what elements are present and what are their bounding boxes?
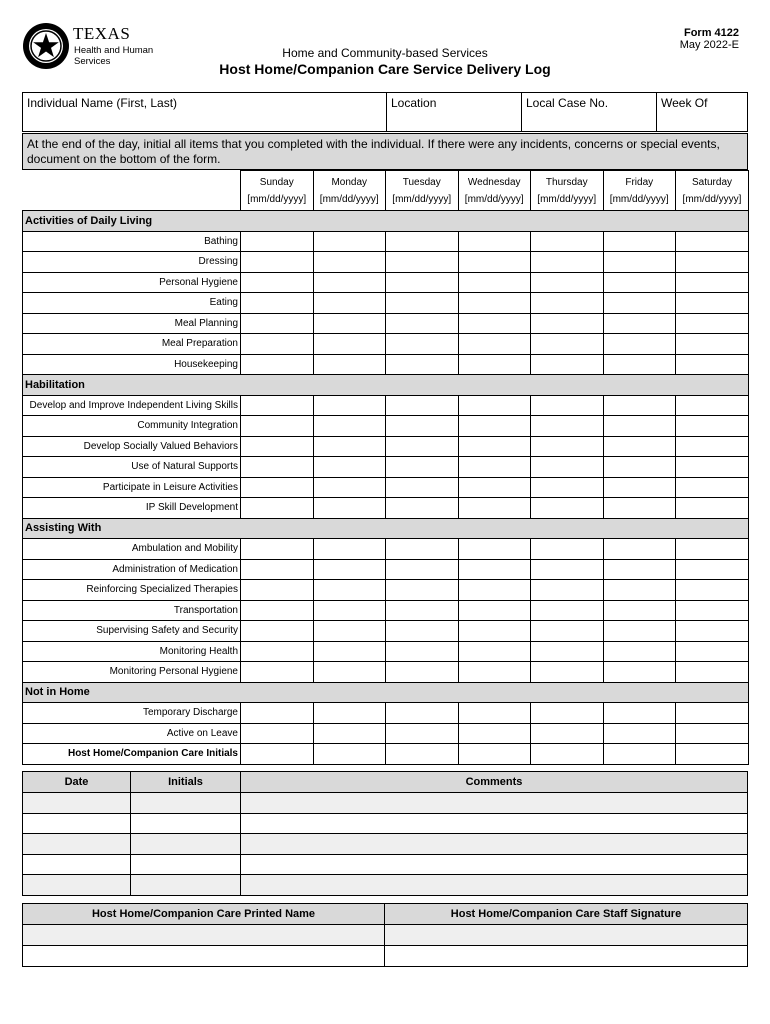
- initial-cell[interactable]: [313, 231, 386, 252]
- signature-header: Host Home/Companion Care Staff Signature: [385, 904, 748, 925]
- day-header-monday: [313, 171, 386, 211]
- initial-cell[interactable]: [531, 723, 604, 744]
- initial-cell[interactable]: [676, 354, 749, 375]
- initial-cell[interactable]: [241, 600, 314, 621]
- initial-cell[interactable]: [241, 354, 314, 375]
- initial-cell[interactable]: [241, 416, 314, 437]
- comment-text-cell[interactable]: [241, 875, 748, 896]
- initial-cell[interactable]: [458, 559, 531, 580]
- initial-cell[interactable]: [386, 457, 459, 478]
- date-format-hint[interactable]: [mm/dd/yyyy]: [247, 193, 307, 205]
- initial-cell[interactable]: [313, 272, 386, 293]
- initial-cell[interactable]: [386, 723, 459, 744]
- local-case-no-field[interactable]: Local Case No.: [522, 93, 657, 131]
- initial-cell[interactable]: [603, 621, 676, 642]
- initial-cell[interactable]: [603, 395, 676, 416]
- comments-table: [22, 771, 748, 896]
- initial-cell[interactable]: [603, 231, 676, 252]
- initial-cell[interactable]: [313, 313, 386, 334]
- initial-cell[interactable]: [531, 416, 604, 437]
- initial-cell[interactable]: [386, 600, 459, 621]
- signature-cell[interactable]: [385, 925, 748, 946]
- initial-cell[interactable]: [313, 559, 386, 580]
- initial-cell[interactable]: [241, 723, 314, 744]
- activity-row: [23, 272, 749, 293]
- service-log-table: [22, 170, 749, 765]
- initial-cell[interactable]: [531, 252, 604, 273]
- initial-cell[interactable]: [531, 703, 604, 724]
- initial-cell[interactable]: [313, 252, 386, 273]
- comment-text-cell[interactable]: [241, 793, 748, 814]
- activity-label: Active on Leave: [23, 723, 241, 744]
- initial-cell[interactable]: [531, 621, 604, 642]
- initial-cell[interactable]: [386, 641, 459, 662]
- section-header-row: [23, 518, 749, 539]
- initial-cell[interactable]: [386, 703, 459, 724]
- initial-cell[interactable]: [241, 293, 314, 314]
- initial-cell[interactable]: [603, 662, 676, 683]
- activity-row: [23, 662, 749, 683]
- initial-cell[interactable]: [676, 477, 749, 498]
- day-name: Wednesday: [467, 176, 521, 188]
- initial-cell[interactable]: [603, 313, 676, 334]
- initial-cell[interactable]: [676, 539, 749, 560]
- day-header-wednesday: [458, 171, 531, 211]
- initial-cell[interactable]: [458, 498, 531, 519]
- initials-cell[interactable]: [241, 744, 314, 765]
- activity-row: [23, 539, 749, 560]
- initial-cell[interactable]: [676, 703, 749, 724]
- week-of-field[interactable]: Week Of: [661, 96, 708, 110]
- activity-label: IP Skill Development: [23, 498, 241, 519]
- activity-row: [23, 477, 749, 498]
- initial-cell[interactable]: [313, 395, 386, 416]
- activity-row: [23, 641, 749, 662]
- comment-date-cell[interactable]: [23, 813, 131, 834]
- initial-cell[interactable]: [603, 252, 676, 273]
- date-format-hint[interactable]: [mm/dd/yyyy]: [464, 193, 524, 205]
- initial-cell[interactable]: [676, 580, 749, 601]
- initial-cell[interactable]: [531, 293, 604, 314]
- initial-cell[interactable]: [241, 395, 314, 416]
- initial-cell[interactable]: [313, 621, 386, 642]
- activity-label: Community Integration: [23, 416, 241, 437]
- initial-cell[interactable]: [603, 416, 676, 437]
- initial-cell[interactable]: [241, 477, 314, 498]
- activity-row: [23, 723, 749, 744]
- initials-cell[interactable]: [313, 744, 386, 765]
- initial-cell[interactable]: [313, 723, 386, 744]
- comment-row: [23, 834, 748, 855]
- section-title: Habilitation: [23, 375, 749, 396]
- initial-cell[interactable]: [386, 477, 459, 498]
- initial-cell[interactable]: [386, 231, 459, 252]
- initial-cell[interactable]: [241, 539, 314, 560]
- activity-label: Temporary Discharge: [23, 703, 241, 724]
- initial-cell[interactable]: [676, 416, 749, 437]
- day-name: Thursday: [545, 176, 588, 188]
- initial-cell[interactable]: [603, 457, 676, 478]
- initial-cell[interactable]: [386, 539, 459, 560]
- initial-cell[interactable]: [313, 662, 386, 683]
- initial-cell[interactable]: [531, 272, 604, 293]
- initial-cell[interactable]: [386, 621, 459, 642]
- activity-label: Supervising Safety and Security: [23, 621, 241, 642]
- location-field[interactable]: Location: [387, 93, 522, 131]
- activity-label: Administration of Medication: [23, 559, 241, 580]
- initial-cell[interactable]: [531, 498, 604, 519]
- initial-cell[interactable]: [458, 252, 531, 273]
- initial-cell[interactable]: [676, 293, 749, 314]
- initial-cell[interactable]: [313, 600, 386, 621]
- initial-cell[interactable]: [386, 293, 459, 314]
- initial-cell[interactable]: [386, 580, 459, 601]
- initial-cell[interactable]: [313, 580, 386, 601]
- date-format-hint[interactable]: [mm/dd/yyyy]: [392, 193, 452, 205]
- initial-cell[interactable]: [458, 662, 531, 683]
- initial-cell[interactable]: [676, 662, 749, 683]
- initial-cell[interactable]: [603, 703, 676, 724]
- initial-cell[interactable]: [603, 354, 676, 375]
- day-name: Sunday: [259, 176, 294, 188]
- initial-cell[interactable]: [386, 252, 459, 273]
- comment-date-cell[interactable]: [23, 793, 131, 814]
- initial-cell[interactable]: [386, 272, 459, 293]
- initial-cell[interactable]: [241, 703, 314, 724]
- initial-cell[interactable]: [313, 539, 386, 560]
- initial-cell[interactable]: [531, 477, 604, 498]
- initials-cell[interactable]: [531, 744, 604, 765]
- initial-cell[interactable]: [241, 457, 314, 478]
- activity-label: Use of Natural Supports: [23, 457, 241, 478]
- activity-row: [23, 252, 749, 273]
- activity-row: [23, 313, 749, 334]
- initial-cell[interactable]: [603, 334, 676, 355]
- initial-cell[interactable]: [458, 703, 531, 724]
- initial-cell[interactable]: [676, 559, 749, 580]
- initial-cell[interactable]: [531, 662, 604, 683]
- day-header-sunday: [241, 171, 314, 211]
- date-format-hint[interactable]: [mm/dd/yyyy]: [319, 193, 379, 205]
- initial-cell[interactable]: [603, 293, 676, 314]
- activity-row: [23, 498, 749, 519]
- initial-cell[interactable]: [241, 559, 314, 580]
- initial-cell[interactable]: [676, 334, 749, 355]
- comment-initials-cell[interactable]: [131, 854, 241, 875]
- activity-label: Develop Socially Valued Behaviors: [23, 436, 241, 457]
- initial-cell[interactable]: [458, 580, 531, 601]
- activity-row: [23, 436, 749, 457]
- activity-label: Personal Hygiene: [23, 272, 241, 293]
- date-format-hint[interactable]: [mm/dd/yyyy]: [537, 193, 597, 205]
- day-header-thursday: [531, 171, 604, 211]
- initial-cell[interactable]: [241, 498, 314, 519]
- initial-cell[interactable]: [241, 436, 314, 457]
- initial-cell[interactable]: [458, 313, 531, 334]
- initial-cell[interactable]: [241, 231, 314, 252]
- activity-label: Eating: [23, 293, 241, 314]
- comment-row: [23, 793, 748, 814]
- day-header-friday: [603, 171, 676, 211]
- activity-label: Transportation: [23, 600, 241, 621]
- activity-label: Meal Planning: [23, 313, 241, 334]
- initial-cell[interactable]: [676, 723, 749, 744]
- initial-cell[interactable]: [241, 580, 314, 601]
- initial-cell[interactable]: [386, 313, 459, 334]
- initial-cell[interactable]: [458, 416, 531, 437]
- signature-table: [22, 903, 748, 967]
- logo-line-2: Health and Human: [74, 45, 154, 56]
- comment-initials-cell[interactable]: [131, 813, 241, 834]
- section-title: Activities of Daily Living: [23, 211, 749, 232]
- initial-cell[interactable]: [603, 580, 676, 601]
- initial-cell[interactable]: [676, 498, 749, 519]
- activity-row: [23, 559, 749, 580]
- initial-cell[interactable]: [458, 354, 531, 375]
- day-header-saturday: [676, 171, 749, 211]
- initial-cell[interactable]: [676, 641, 749, 662]
- instructions: At the end of the day, initial all items that you completed with the individual. If there were any incidents, concerns or special events, document on the bottom of the form.: [22, 133, 748, 170]
- initial-cell[interactable]: [241, 252, 314, 273]
- initial-cell[interactable]: [241, 641, 314, 662]
- signature-row: [23, 946, 748, 967]
- initial-cell[interactable]: [386, 354, 459, 375]
- date-format-hint[interactable]: [mm/dd/yyyy]: [682, 193, 742, 205]
- comment-text-cell[interactable]: [241, 854, 748, 875]
- signature-cell[interactable]: [385, 946, 748, 967]
- initial-cell[interactable]: [676, 600, 749, 621]
- initial-cell[interactable]: [313, 703, 386, 724]
- initial-cell[interactable]: [458, 334, 531, 355]
- form-date: May 2022-E: [679, 39, 739, 51]
- section-header-row: [23, 211, 749, 232]
- initial-cell[interactable]: [458, 723, 531, 744]
- initial-cell[interactable]: [603, 641, 676, 662]
- comments-date-header: Date: [23, 772, 131, 793]
- initial-cell[interactable]: [458, 641, 531, 662]
- activity-label: Monitoring Health: [23, 641, 241, 662]
- comment-initials-cell[interactable]: [131, 834, 241, 855]
- initial-cell[interactable]: [603, 498, 676, 519]
- activity-row: [23, 457, 749, 478]
- initial-cell[interactable]: [531, 580, 604, 601]
- activity-label: Monitoring Personal Hygiene: [23, 662, 241, 683]
- initial-cell[interactable]: [458, 395, 531, 416]
- comment-date-cell[interactable]: [23, 854, 131, 875]
- initial-cell[interactable]: [603, 539, 676, 560]
- initial-cell[interactable]: [458, 436, 531, 457]
- initial-cell[interactable]: [313, 293, 386, 314]
- section-header-row: [23, 682, 749, 703]
- initial-cell[interactable]: [241, 621, 314, 642]
- initial-cell[interactable]: [603, 272, 676, 293]
- comment-date-cell[interactable]: [23, 834, 131, 855]
- initial-cell[interactable]: [531, 354, 604, 375]
- initial-cell[interactable]: [313, 416, 386, 437]
- logo-line-3: Services: [74, 56, 111, 67]
- activity-label: Meal Preparation: [23, 334, 241, 355]
- comments-initials-header: Initials: [131, 772, 241, 793]
- initial-cell[interactable]: [603, 436, 676, 457]
- initial-cell[interactable]: [313, 334, 386, 355]
- initial-cell[interactable]: [386, 395, 459, 416]
- activity-label: Participate in Leisure Activities: [23, 477, 241, 498]
- subtitle: Home and Community-based Services: [282, 46, 488, 60]
- comment-row: [23, 813, 748, 834]
- day-header-tuesday: [386, 171, 459, 211]
- initial-cell[interactable]: [241, 313, 314, 334]
- activity-row: [23, 703, 749, 724]
- initial-cell[interactable]: [313, 498, 386, 519]
- comment-row: [23, 875, 748, 896]
- printed-name-cell[interactable]: [23, 925, 385, 946]
- activity-row: [23, 334, 749, 355]
- day-name: Monday: [331, 176, 368, 188]
- activity-row: [23, 600, 749, 621]
- initial-cell[interactable]: [531, 334, 604, 355]
- comment-initials-cell[interactable]: [131, 875, 241, 896]
- initial-cell[interactable]: [676, 621, 749, 642]
- day-name: Saturday: [691, 176, 733, 188]
- initial-cell[interactable]: [386, 662, 459, 683]
- activity-row: [23, 416, 749, 437]
- initial-cell[interactable]: [603, 600, 676, 621]
- initial-cell[interactable]: [603, 559, 676, 580]
- individual-name-field[interactable]: Individual Name (First, Last): [23, 93, 387, 131]
- section-title: Not in Home: [23, 682, 749, 703]
- initial-cell[interactable]: [241, 334, 314, 355]
- activity-row: [23, 621, 749, 642]
- initial-cell[interactable]: [676, 231, 749, 252]
- activity-row: [23, 395, 749, 416]
- initial-cell[interactable]: [458, 600, 531, 621]
- date-format-hint[interactable]: [mm/dd/yyyy]: [609, 193, 669, 205]
- initials-cell[interactable]: [458, 744, 531, 765]
- initial-cell[interactable]: [531, 436, 604, 457]
- activity-label: Develop and Improve Independent Living Skills: [23, 395, 241, 416]
- activity-label: Reinforcing Specialized Therapies: [23, 580, 241, 601]
- initial-cell[interactable]: [603, 723, 676, 744]
- section-title: Assisting With: [23, 518, 749, 539]
- day-header-blank: [23, 171, 241, 211]
- initial-cell[interactable]: [458, 621, 531, 642]
- activity-label: Dressing: [23, 252, 241, 273]
- initial-cell[interactable]: [313, 457, 386, 478]
- activity-row: [23, 354, 749, 375]
- initial-cell[interactable]: [458, 477, 531, 498]
- signature-row: [23, 925, 748, 946]
- initial-cell[interactable]: [676, 457, 749, 478]
- initial-cell[interactable]: [531, 600, 604, 621]
- initial-cell[interactable]: [531, 539, 604, 560]
- comment-text-cell[interactable]: [241, 834, 748, 855]
- logo-wordmark: TEXAS: [73, 24, 131, 43]
- initial-cell[interactable]: [386, 416, 459, 437]
- initial-cell[interactable]: [603, 477, 676, 498]
- header-fields: [22, 92, 748, 132]
- initial-cell[interactable]: [676, 436, 749, 457]
- initial-cell[interactable]: [458, 293, 531, 314]
- initial-cell[interactable]: [458, 272, 531, 293]
- initial-cell[interactable]: [531, 395, 604, 416]
- day-name: Friday: [625, 176, 654, 188]
- initial-cell[interactable]: [458, 539, 531, 560]
- initial-cell[interactable]: [313, 477, 386, 498]
- section-header-row: [23, 375, 749, 396]
- printed-name-header: Host Home/Companion Care Printed Name: [23, 904, 385, 925]
- initial-cell[interactable]: [531, 231, 604, 252]
- page-title: Host Home/Companion Care Service Delivery Log: [219, 61, 551, 77]
- comment-date-cell[interactable]: [23, 875, 131, 896]
- activity-row: [23, 293, 749, 314]
- initial-cell[interactable]: [676, 313, 749, 334]
- activity-label: Housekeeping: [23, 354, 241, 375]
- activity-row: [23, 580, 749, 601]
- initial-cell[interactable]: [386, 559, 459, 580]
- initials-cell[interactable]: [386, 744, 459, 765]
- activity-row: [23, 231, 749, 252]
- initial-cell[interactable]: [531, 313, 604, 334]
- initial-cell[interactable]: [386, 334, 459, 355]
- activity-label: Bathing: [23, 231, 241, 252]
- initial-cell[interactable]: [313, 641, 386, 662]
- initial-cell[interactable]: [241, 662, 314, 683]
- comments-header: Comments: [241, 772, 748, 793]
- initial-cell[interactable]: [313, 354, 386, 375]
- form-number: Form 4122: [683, 27, 739, 39]
- comment-row: [23, 854, 748, 875]
- initials-row-label: Host Home/Companion Care Initials: [23, 744, 241, 765]
- initial-cell[interactable]: [531, 641, 604, 662]
- initial-cell[interactable]: [531, 559, 604, 580]
- printed-name-cell[interactable]: [23, 946, 385, 967]
- day-header-row: [23, 171, 749, 211]
- initial-cell[interactable]: [241, 272, 314, 293]
- initial-cell[interactable]: [386, 436, 459, 457]
- initial-cell[interactable]: [458, 231, 531, 252]
- initials-row: [23, 744, 749, 765]
- day-name: Tuesday: [402, 176, 441, 188]
- initial-cell[interactable]: [313, 436, 386, 457]
- initial-cell[interactable]: [458, 457, 531, 478]
- initial-cell[interactable]: [676, 272, 749, 293]
- initial-cell[interactable]: [676, 395, 749, 416]
- initial-cell[interactable]: [386, 498, 459, 519]
- initial-cell[interactable]: [676, 252, 749, 273]
- initials-cell[interactable]: [603, 744, 676, 765]
- comment-text-cell[interactable]: [241, 813, 748, 834]
- initials-cell[interactable]: [676, 744, 749, 765]
- initial-cell[interactable]: [531, 457, 604, 478]
- activity-label: Ambulation and Mobility: [23, 539, 241, 560]
- comment-initials-cell[interactable]: [131, 793, 241, 814]
